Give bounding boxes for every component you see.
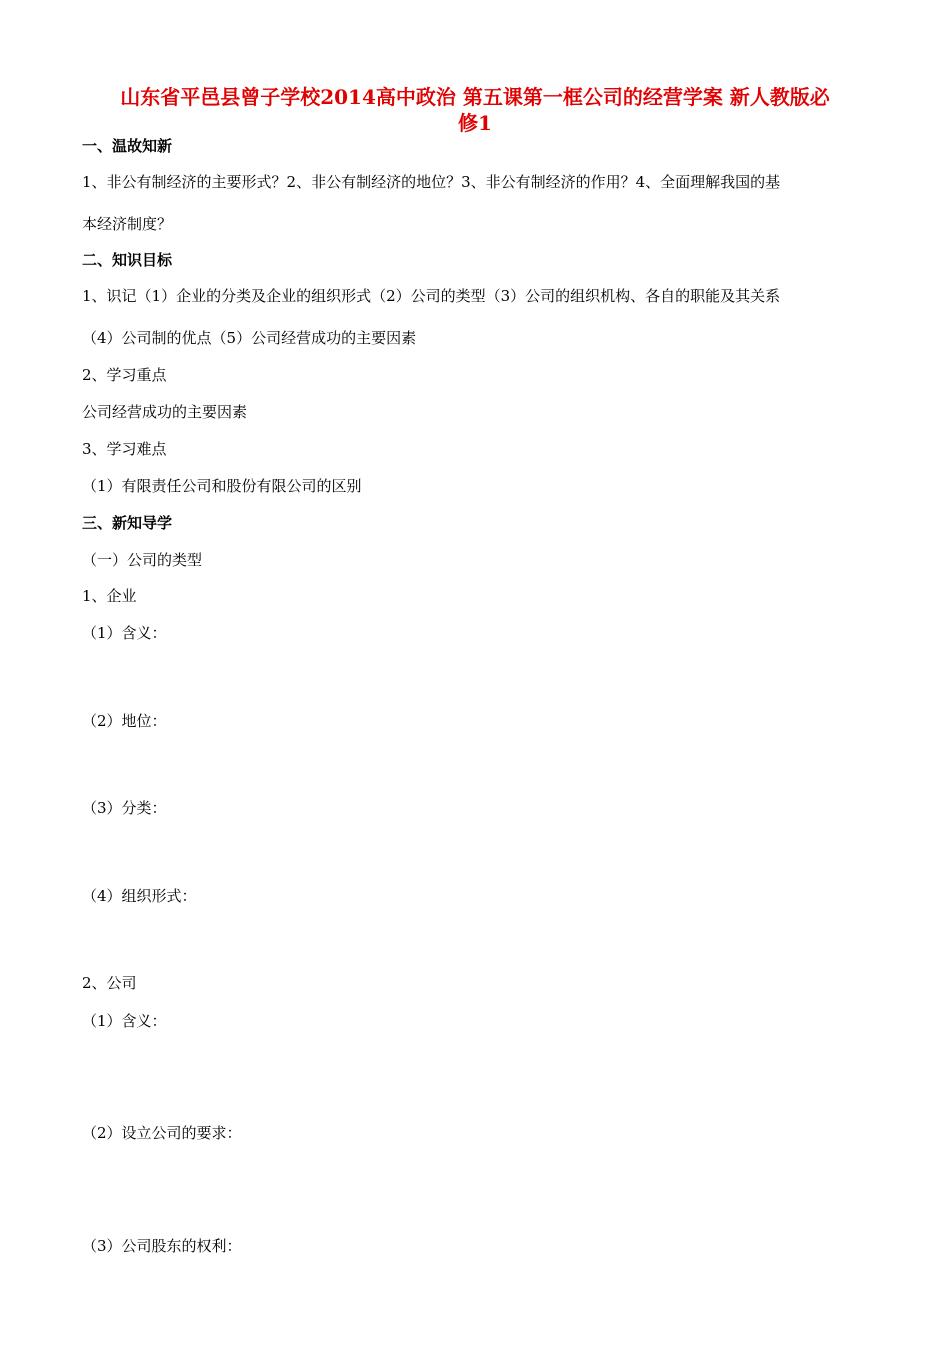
enterprise-heading: 1、企业 [82, 587, 137, 605]
subsection-company-types: （一）公司的类型 [82, 551, 203, 569]
goals-item2-text: 公司经营成功的主要因素 [82, 403, 248, 421]
goals-item3-text: （1）有限责任公司和股份有限公司的区别 [82, 477, 362, 495]
section-heading-new-knowledge: 三、新知导学 [82, 514, 173, 532]
review-text-line1: 1、非公有制经济的主要形式？2、非公有制经济的地位？3、非公有制经济的作用？4、全面理解我国的基 [82, 173, 781, 191]
section-heading-review: 一、温故知新 [82, 137, 173, 155]
goals-item1-line2: （4）公司制的优点（5）公司经营成功的主要因素 [82, 329, 417, 347]
goals-item3-heading: 3、学习难点 [82, 440, 167, 458]
enterprise-organization-form: （4）组织形式： [82, 887, 197, 905]
review-text-line2: 本经济制度？ [82, 215, 173, 233]
company-meaning: （1）含义： [82, 1012, 167, 1030]
document-title-line1: 山东省平邑县曾子学校2014高中政治 第五课第一框公司的经营学案 新人教版必 [120, 85, 830, 109]
goals-item1-line1: 1、识记（1）企业的分类及企业的组织形式（2）公司的类型（3）公司的组织机构、各自的职能及其关系 [82, 287, 781, 305]
enterprise-status: （2）地位： [82, 712, 167, 730]
section-heading-goals: 二、知识目标 [82, 251, 173, 269]
company-establishment-requirements: （2）设立公司的要求： [82, 1124, 242, 1142]
company-heading: 2、公司 [82, 974, 137, 992]
enterprise-classification: （3）分类： [82, 799, 167, 817]
goals-item2-heading: 2、学习重点 [82, 366, 167, 384]
company-shareholder-rights: （3）公司股东的权利： [82, 1237, 242, 1255]
document-title-line2: 修1 [458, 111, 492, 135]
enterprise-meaning: （1）含义： [82, 624, 167, 642]
